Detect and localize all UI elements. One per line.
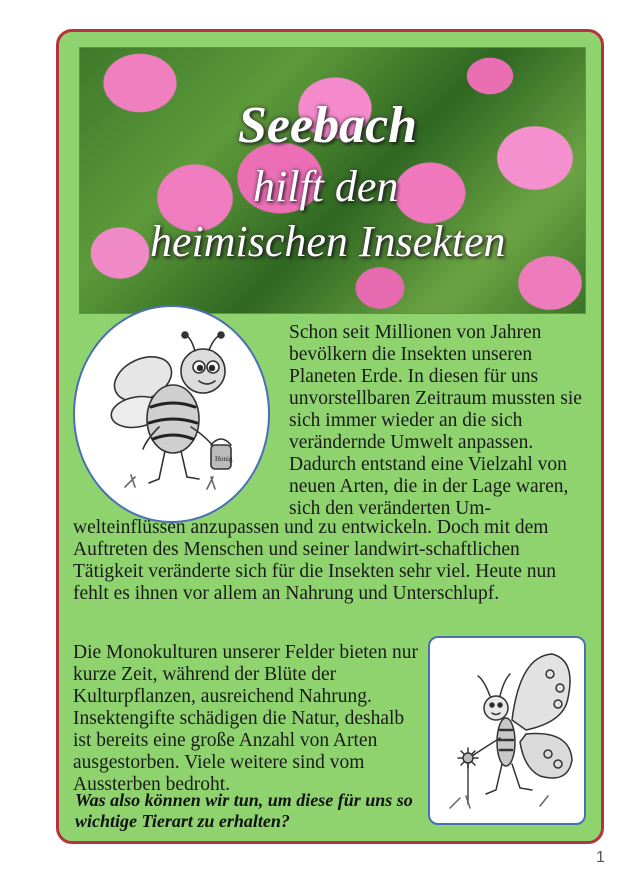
closing-question: Was also können wir tun, um diese für uns so wichtige Tierart zu erhalten? (75, 790, 413, 831)
info-card (56, 29, 604, 844)
bee-illustration-frame (73, 305, 270, 523)
page-number: 1 (596, 849, 605, 866)
intro-paragraph: Schon seit Millionen von Jahren bevölkern die Insekten unseren Planeten Erde. In diesen für uns unvorstellbaren Zeitraum mussten sie sich immer wieder an die sich verändernde Umwelt anpassen. Dadurch entstand eine Vielzahl von neuen Arten, die in der Lage waren, sich den veränderten Um- (289, 322, 582, 519)
hero-subtitle-line1: hilft den (253, 162, 399, 211)
bee-drawing-icon (95, 327, 255, 507)
bee-jar-label: Honig (215, 455, 233, 463)
monoculture-paragraph: Die Monokulturen unserer Felder bieten nur kurze Zeit, während der Blüte der Kulturpflanzen, ausreichend Nahrung. Insektengifte schädigen die Natur, deshalb ist bereits eine große Anzahl von Arten ausgestorben. Viele weitere sind vom Aussterben bedroht. (73, 642, 418, 795)
butterfly-drawing-icon (430, 638, 584, 823)
peony-flowers-photo (79, 47, 586, 314)
butterfly-illustration-frame (428, 636, 586, 825)
hero-subtitle-line2: heimischen Insekten (150, 217, 506, 266)
hero-title: Seebach (238, 97, 418, 154)
human-impact-paragraph: welteinflüssen anzupassen und zu entwickeln. Doch mit dem Auftreten des Menschen und seiner landwirt-schaftlichen Tätigkeit veränderte sich für die Insekten sehr viel. Heute nun fehlt es ihnen vor allem an Nahrung und Unterschlupf. (73, 517, 556, 604)
